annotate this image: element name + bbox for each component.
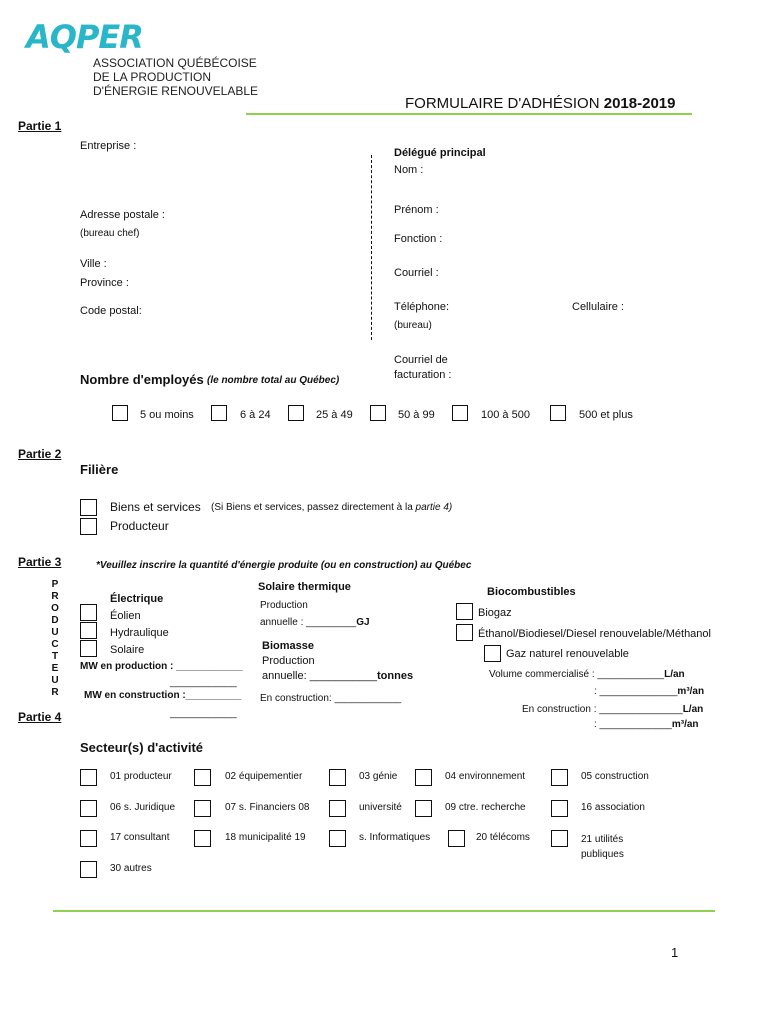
filiere-heading: Filière [80, 462, 119, 477]
volume-m3-field[interactable]: : ______________m³/an [594, 686, 705, 697]
checkbox-employes-3[interactable] [288, 405, 304, 421]
header-rule [246, 113, 692, 115]
partie2-label: Partie 2 [18, 447, 62, 461]
partie1-label: Partie 1 [18, 119, 62, 133]
secteur-07-label: 07 s. Financiers 08 [225, 802, 310, 813]
secteur-21-label: 21 utilités publiques [581, 834, 624, 860]
checkbox-secteur-18[interactable] [194, 830, 211, 847]
employes-option-2: 6 à 24 [240, 409, 271, 421]
hydraulique-label: Hydraulique [110, 627, 169, 639]
volume-commercialise-field[interactable]: Volume commercialisé : ____________L/an [489, 669, 685, 680]
annuelle-tonnes-field[interactable]: annuelle: ___________tonnes [262, 670, 414, 682]
secteur-09-label: 09 ctre. recherche [445, 802, 526, 813]
secteur-16-label: 16 association [581, 802, 645, 813]
mw-production-field[interactable]: MW en production : ____________ [80, 661, 243, 672]
biocombustibles-heading: Biocombustibles [487, 586, 576, 598]
checkbox-secteur-20[interactable] [448, 830, 465, 847]
biens-note: (Si Biens et services, passez directement à la partie 4) [211, 502, 453, 513]
bureau-label: (bureau) [394, 320, 432, 331]
gaz-naturel-label: Gaz naturel renouvelable [506, 648, 629, 660]
footer-rule [53, 910, 715, 912]
checkbox-biogaz[interactable] [456, 603, 473, 620]
checkbox-biens-services[interactable] [80, 499, 97, 516]
checkbox-secteur-30[interactable] [80, 861, 97, 878]
solaire-thermique-heading: Solaire thermique [258, 581, 351, 593]
production-label-2: Production [262, 655, 315, 667]
biens-services-label: Biens et services [110, 500, 201, 514]
checkbox-secteur-08[interactable] [329, 800, 346, 817]
checkbox-solaire[interactable] [80, 640, 97, 657]
checkbox-secteur-05[interactable] [551, 769, 568, 786]
ethanol-label: Éthanol/Biodiesel/Diesel renouvelable/Méthanol [478, 628, 711, 640]
secteur-03-label: 03 génie [359, 771, 398, 782]
checkbox-secteur-06[interactable] [80, 800, 97, 817]
employes-option-1: 5 ou moins [140, 409, 194, 421]
en-construction-m3-field[interactable]: : _____________m³/an [594, 719, 699, 730]
svg-text:AQPER: AQPER [26, 20, 143, 54]
employes-option-5: 100 à 500 [481, 409, 530, 421]
code-postal-label: Code postal: [80, 305, 142, 317]
employes-title: Nombre d'employés [80, 372, 204, 387]
courriel-label: Courriel : [394, 267, 439, 279]
checkbox-employes-4[interactable] [370, 405, 386, 421]
checkbox-employes-5[interactable] [452, 405, 468, 421]
form-title: FORMULAIRE D'ADHÉSION 2018-2019 [405, 95, 676, 112]
delegue-heading: Délégué principal [394, 147, 486, 159]
secteur-06-label: 06 s. Juridique [110, 802, 176, 813]
employes-option-6: 500 et plus [579, 409, 633, 421]
org-name: ASSOCIATION QUÉBÉCOISE DE LA PRODUCTION D'ÉNERGIE RENOUVELABLE [93, 56, 259, 98]
secteur-19-label: s. Informatiques [359, 832, 431, 843]
biogaz-label: Biogaz [478, 607, 512, 619]
production-label: Production [260, 600, 308, 611]
eolien-label: Éolien [110, 610, 141, 622]
checkbox-eolien[interactable] [80, 604, 97, 621]
en-construction-l-field[interactable]: En construction : _______________L/an [522, 704, 704, 715]
aqper-logo [24, 20, 194, 54]
mw-construction-field-2[interactable]: ____________ [170, 708, 237, 719]
prenom-label: Prénom : [394, 204, 439, 216]
checkbox-secteur-21[interactable] [551, 830, 568, 847]
cellulaire-label: Cellulaire : [572, 301, 624, 313]
page-number: 1 [671, 945, 679, 960]
checkbox-employes-1[interactable] [112, 405, 128, 421]
partie3-note: *Veuillez inscrire la quantité d'énergie produite (ou en construction) au Québec [96, 560, 472, 571]
producteur-label: Producteur [110, 519, 169, 533]
secteur-01-label: 01 producteur [110, 771, 172, 782]
checkbox-hydraulique[interactable] [80, 622, 97, 639]
secteur-02-label: 02 équipementier [225, 771, 303, 782]
secteur-17-label: 17 consultant [110, 832, 170, 843]
mw-construction-field[interactable]: MW en construction :__________ [84, 690, 242, 701]
producteur-vertical-label: P R O D U C T E U R [51, 579, 59, 698]
checkbox-secteur-16[interactable] [551, 800, 568, 817]
checkbox-ethanol[interactable] [456, 624, 473, 641]
courriel-facturation-label: Courriel de facturation : [394, 354, 452, 381]
partie4-label: Partie 4 [18, 710, 62, 724]
annuelle-gj-field[interactable]: annuelle : _________GJ [260, 617, 370, 628]
checkbox-secteur-07[interactable] [194, 800, 211, 817]
adresse-label: Adresse postale : [80, 209, 165, 221]
checkbox-secteur-03[interactable] [329, 769, 346, 786]
checkbox-secteur-01[interactable] [80, 769, 97, 786]
en-construction-field[interactable]: En construction: ____________ [260, 693, 402, 704]
fonction-label: Fonction : [394, 233, 443, 245]
biomasse-heading: Biomasse [262, 640, 314, 652]
entreprise-label: Entreprise : [80, 140, 137, 152]
secteur-04-label: 04 environnement [445, 771, 526, 782]
divider-line [371, 155, 372, 340]
bureau-chef-label: (bureau chef) [80, 228, 140, 239]
secteur-20-label: 20 télécoms [476, 832, 530, 843]
secteurs-heading: Secteur(s) d'activité [80, 740, 204, 755]
checkbox-secteur-04[interactable] [415, 769, 432, 786]
checkbox-gaz-naturel[interactable] [484, 645, 501, 662]
secteur-30-label: 30 autres [110, 863, 152, 874]
solaire-label: Solaire [110, 644, 145, 656]
nom-label: Nom : [394, 164, 424, 176]
telephone-label: Téléphone: [394, 301, 450, 313]
employes-note: (le nombre total au Québec) [207, 375, 340, 386]
checkbox-secteur-02[interactable] [194, 769, 211, 786]
mw-production-field-2[interactable]: ____________ [170, 677, 237, 688]
checkbox-secteur-19[interactable] [329, 830, 346, 847]
secteur-18-label: 18 municipalité 19 [225, 832, 306, 843]
province-label: Province : [80, 277, 129, 289]
partie3-label: Partie 3 [18, 555, 62, 569]
ville-label: Ville : [80, 258, 107, 270]
checkbox-secteur-17[interactable] [80, 830, 97, 847]
employes-option-3: 25 à 49 [316, 409, 353, 421]
checkbox-producteur[interactable] [80, 518, 97, 535]
secteur-05-label: 05 construction [581, 771, 649, 782]
checkbox-secteur-09[interactable] [415, 800, 432, 817]
checkbox-employes-2[interactable] [211, 405, 227, 421]
electrique-heading: Électrique [110, 593, 164, 605]
employes-option-4: 50 à 99 [398, 409, 435, 421]
checkbox-employes-6[interactable] [550, 405, 566, 421]
secteur-08-label: université [359, 802, 402, 813]
